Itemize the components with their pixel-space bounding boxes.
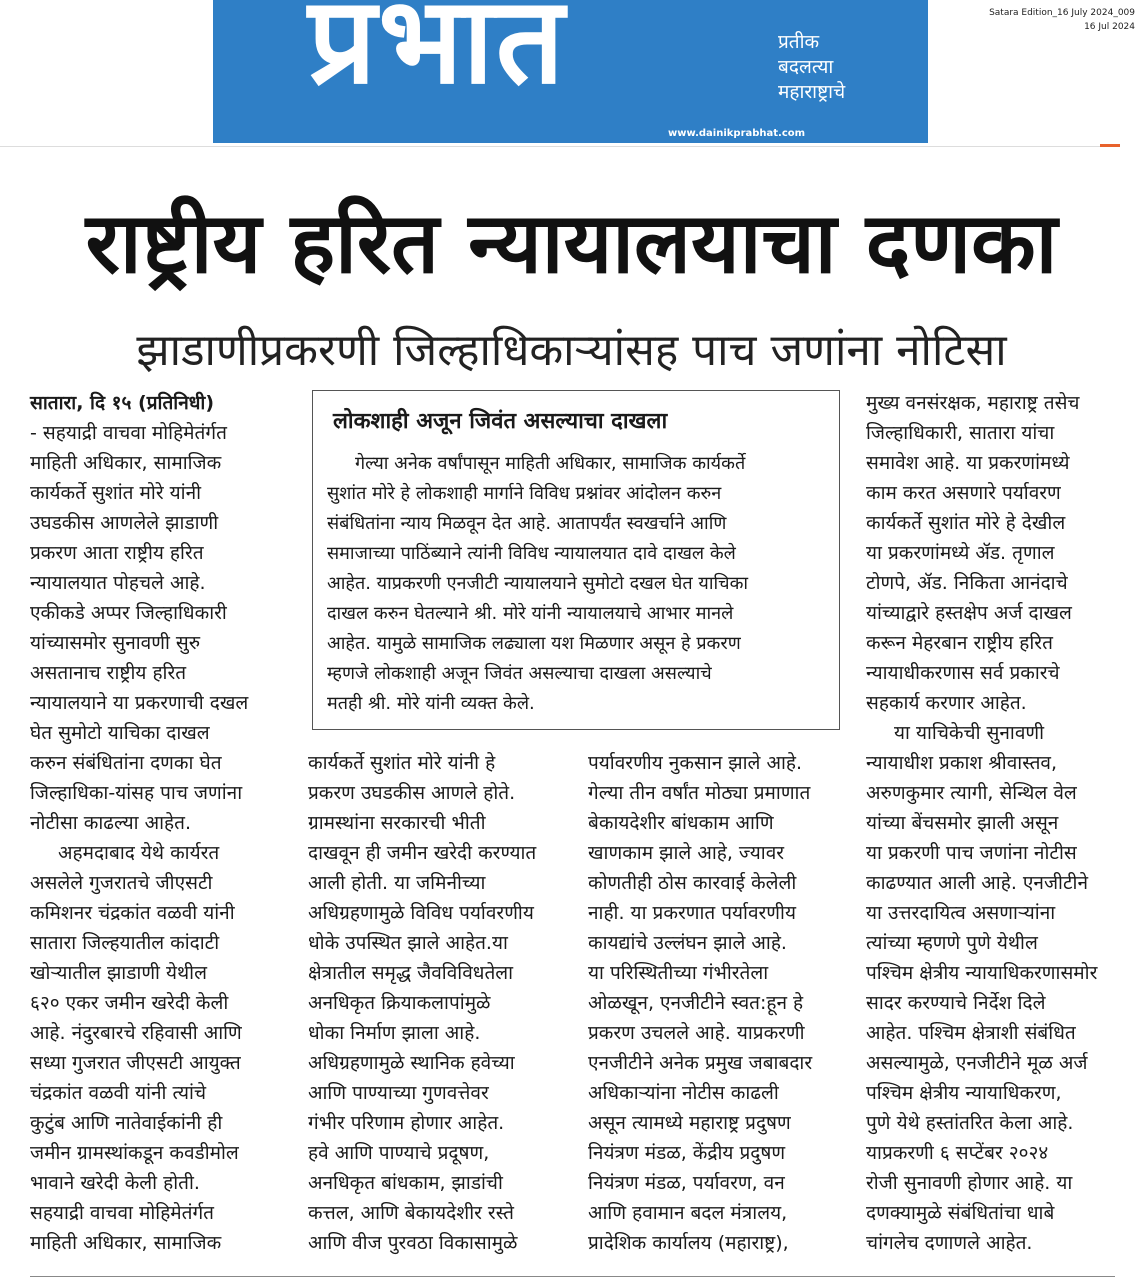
text-line: म्हणजे लोकशाही अजून जिवंत असल्याचा दाखला असल्याचे [327,663,712,684]
tagline [778,30,845,105]
text-line: मतही श्री. मोरे यांनी व्यक्त केले. [327,693,535,714]
text-line: आली होती. या जमिनीच्या [308,872,486,894]
text-line: नाही. या प्रकरणात पर्यावरणीय [588,902,796,924]
text-line: एनजीटीने अनेक प्रमुख जबाबदार [588,1052,813,1074]
text-line: जमीन ग्रामस्थांकडून कवडीमोल [30,1142,239,1164]
text-line: याप्रकरणी ६ सप्टेंबर २०२४ [866,1142,1049,1164]
text-line: अरुणकुमार त्यागी, सेन्थिल वेल [866,782,1077,804]
headline: राष्ट्रीय हरित न्यायालयाचा दणका [85,194,1058,292]
text-line: काम करत असणारे पर्यावरण [866,482,1061,504]
text-line: सध्या गुजरात जीएसटी आयुक्त [30,1052,241,1074]
text-line: टोणपे, ॲड. निकिता आनंदाचे [866,572,1068,594]
text-line: या परिस्थितीच्या गंभीरतेला [588,962,769,984]
text-line: कार्यकर्ते सुशांत मोरे हे देखील [866,512,1066,534]
text-line: दणक्यामुळे संबंधितांचा धाबे [866,1202,1055,1224]
text-line: पर्यावरणीय नुकसान झाले आहे. [588,752,803,774]
text-line: सादर करण्याचे निर्देश दिले [866,992,1046,1014]
sidebar-box [312,390,840,730]
text-line: एकीकडे अप्पर जिल्हाधिकारी [30,602,227,624]
text-line: धोके उपस्थित झाले आहेत.या [308,932,508,954]
text-line: हवे आणि पाण्याचे प्रदूषण, [308,1142,490,1164]
tagline-line: बदलत्या [778,56,834,78]
sidebar-box-title: लोकशाही अजून जिवंत असल्याचा दाखला [333,409,668,434]
text-line: अनधिकृत बांधकाम, झाडांची [308,1172,503,1194]
text-line: प्रकरण आता राष्ट्रीय हरित [30,542,204,564]
text-line: खोऱ्यातील झाडाणी येथील [30,962,207,984]
text-line: कार्यकर्ते सुशांत मोरे यांनी [30,482,202,504]
text-line: असतानाच राष्ट्रीय हरित [30,662,187,684]
text-line: पश्चिम क्षेत्रीय न्यायाधिकरणासमोर [866,962,1098,984]
text-line: त्यांच्या म्हणणे पुणे येथील [866,932,1038,954]
text-line: सहयाद्री वाचवा मोहिमेतंर्गत [30,1202,215,1224]
accent-bar [1100,144,1120,147]
text-line: आहेत. याप्रकरणी एनजीटी न्यायालयाने सुमोटो दखल घेत याचिका [327,573,749,594]
text-line: सुशांत मोरे हे लोकशाही मार्गाने विविध प्रश्नांवर आंदोलन करुन [327,483,722,504]
article-column-2 [308,748,536,1258]
text-line: बेकायदेशीर बांधकाम आणि [588,812,774,834]
text-line: गंभीर परिणाम होणार आहेत. [308,1112,505,1134]
text-line: नियंत्रण मंडळ, केंद्रीय प्रदुषण [588,1142,786,1164]
text-line: नियंत्रण मंडळ, पर्यावरण, वन [588,1172,785,1194]
text-line: आहेत. यामुळे सामाजिक लढ्याला यश मिळणार असून हे प्रकरण [327,633,741,654]
text-line: असल्यामुळे, एनजीटीने मूळ अर्ज [866,1052,1088,1074]
tagline-line: महाराष्ट्राचे [778,81,846,103]
text-line: ६२० एकर जमीन खरेदी केली [30,992,229,1014]
subheadline: झाडाणीप्रकरणी जिल्हाधिकाऱ्यांसह पाच जणांना नोटिसा [136,325,1007,376]
text-line: अधिकाऱ्यांना नोटीस काढली [588,1082,779,1104]
text-line: उघडकीस आणलेले झाडाणी [30,512,219,534]
sidebar-box-body [327,449,748,719]
text-line: आहे. नंदुरबारचे रहिवासी आणि [30,1022,242,1044]
text-line: समाजाच्या पाठिंब्याने त्यांनी विविध न्यायालयात दावे दाखल केले [327,543,736,564]
text-line: घेत सुमोटो याचिका दाखल [30,722,210,744]
text-line: आहेत. पश्चिम क्षेत्राशी संबंधित [866,1022,1076,1044]
text-line: कत्तल, आणि बेकायदेशीर रस्ते [308,1202,514,1224]
text-line: नोटीसा काढल्या आहेत. [30,812,192,834]
text-line: करुन संबंधितांना दणका घेत [30,752,222,774]
text-line: दाखवून ही जमीन खरेदी करण्यात [308,842,537,864]
text-line: न्यायालयात पोहचले आहे. [30,572,206,594]
website-url: www.dainikprabhat.com [668,128,806,139]
text-line: समावेश आहे. या प्रकरणांमध्ये [866,452,1070,474]
text-line: गेल्या तीन वर्षांत मोठ्या प्रमाणात [588,782,811,804]
edition-date: 16 Jul 2024 [1084,22,1135,32]
divider [0,146,1120,147]
bottom-divider [30,1276,1115,1277]
text-line: सातारा जिल्हयातील कांदाटी [30,932,220,954]
text-line: आणि हवामान बदल मंत्रालय, [588,1202,788,1224]
tagline-line: प्रतीक [778,31,820,53]
text-line: माहिती अधिकार, सामाजिक [30,1232,222,1254]
text-line: भावाने खरेदी केली होती. [30,1172,200,1194]
text-line: प्रादेशिक कार्यालय (महाराष्ट्र), [588,1232,789,1254]
article-column-4 [866,388,1097,1258]
text-line: क्षेत्रातील समृद्ध जैवविविधतेला [308,962,514,984]
text-line: - सहयाद्री वाचवा मोहिमेतंर्गत [30,422,227,444]
text-line: या प्रकरणांमध्ये ॲड. तृणाल [866,542,1055,564]
text-line: काढण्यात आली आहे. एनजीटीने [866,872,1089,894]
text-line: असून त्यामध्ये महाराष्ट्र प्रदुषण [588,1112,791,1134]
text-line: ग्रामस्थांना सरकारची भीती [308,812,486,834]
text-line: चंद्रकांत वळवी यांनी त्यांचे [30,1082,207,1104]
text-line: अधिग्रहणामुळे स्थानिक हवेच्या [308,1052,515,1074]
text-line: कार्यकर्ते सुशांत मोरे यांनी हे [308,752,496,774]
text-line: या याचिकेची सुनावणी [894,722,1045,744]
text-line: धोका निर्माण झाला आहे. [308,1022,481,1044]
text-line: या उत्तरदायित्व असणाऱ्यांना [866,902,1056,924]
text-line: करून मेहरबान राष्ट्रीय हरित [866,632,1053,654]
text-line: रोजी सुनावणी होणार आहे. या [866,1172,1073,1194]
edition-name: Satara Edition_16 July 2024_009 [989,8,1135,18]
article-column-1 [30,388,248,1258]
text-line: आणि पाण्याच्या गुणवत्तेवर [308,1082,489,1104]
text-line: अधिग्रहणामुळे विविध पर्यावरणीय [308,902,534,924]
text-line: जिल्हाधिकारी, सातारा यांचा [866,422,1055,444]
text-line: पुणे येथे हस्तांतरित केला आहे. [866,1112,1074,1134]
edition-info [989,6,1135,34]
text-line: प्रकरण उघडकीस आणले होते. [308,782,516,804]
text-line: यांच्यासमोर सुनावणी सुरु [30,632,201,654]
text-line: संबंधितांना न्याय मिळवून देत आहे. आतापर्यंत स्वखर्चाने आणि [327,513,727,534]
text-line: असलेले गुजरातचे जीएसटी [30,872,213,894]
text-line: दाखल करुन घेतल्याने श्री. मोरे यांनी न्यायालयाचे आभार मानले [327,603,734,624]
article-column-3 [588,748,812,1258]
text-line: अनधिकृत क्रियाकलापांमुळे [308,992,491,1014]
text-line: चांगलेच दणाणले आहेत. [866,1232,1033,1254]
text-line: कमिशनर चंद्रकांत वळवी यांनी [30,902,235,924]
text-line: न्यायाधीश प्रकाश श्रीवास्तव, [866,752,1058,774]
text-line: न्यायालयाने या प्रकरणाची दखल [30,692,249,714]
text-line: अहमदाबाद येथे कार्यरत [58,842,220,864]
text-line: माहिती अधिकार, सामाजिक [30,452,222,474]
text-line: सहकार्य करणार आहेत. [866,692,1027,714]
text-line: खाणकाम झाले आहे, ज्यावर [588,842,785,864]
text-line: प्रकरण उचलले आहे. याप्रकरणी [588,1022,805,1044]
dateline: सातारा, दि १५ (प्रतिनिधी) [30,392,215,414]
text-line: मुख्य वनसंरक्षक, महाराष्ट्र तसेच [866,392,1080,414]
text-line: यांच्याद्वारे हस्तक्षेप अर्ज दाखल [866,602,1072,624]
newspaper-logo: प्रभात [308,0,567,111]
text-line: कुटुंब आणि नातेवाईकांनी ही [30,1112,223,1134]
text-line: जिल्हाधिका-यांसह पाच जणांना [30,782,243,804]
text-line: आणि वीज पुरवठा विकासामुळे [308,1232,518,1254]
text-line: कोणतीही ठोस कारवाई केलेली [588,872,797,894]
text-line: ओळखून, एनजीटीने स्वत:हून हे [588,992,804,1014]
text-line: यांच्या बेंचसमोर झाली असून [866,812,1059,834]
text-line: न्यायाधीकरणास सर्व प्रकारचे [866,662,1060,684]
masthead [213,0,928,143]
text-line: गेल्या अनेक वर्षांपासून माहिती अधिकार, सामाजिक कार्यकर्ते [355,453,746,474]
text-line: कायद्यांचे उल्लंघन झाले आहे. [588,932,787,954]
text-line: या प्रकरणी पाच जणांना नोटीस [866,842,1077,864]
text-line: पश्चिम क्षेत्रीय न्यायाधिकरण, [866,1082,1062,1104]
